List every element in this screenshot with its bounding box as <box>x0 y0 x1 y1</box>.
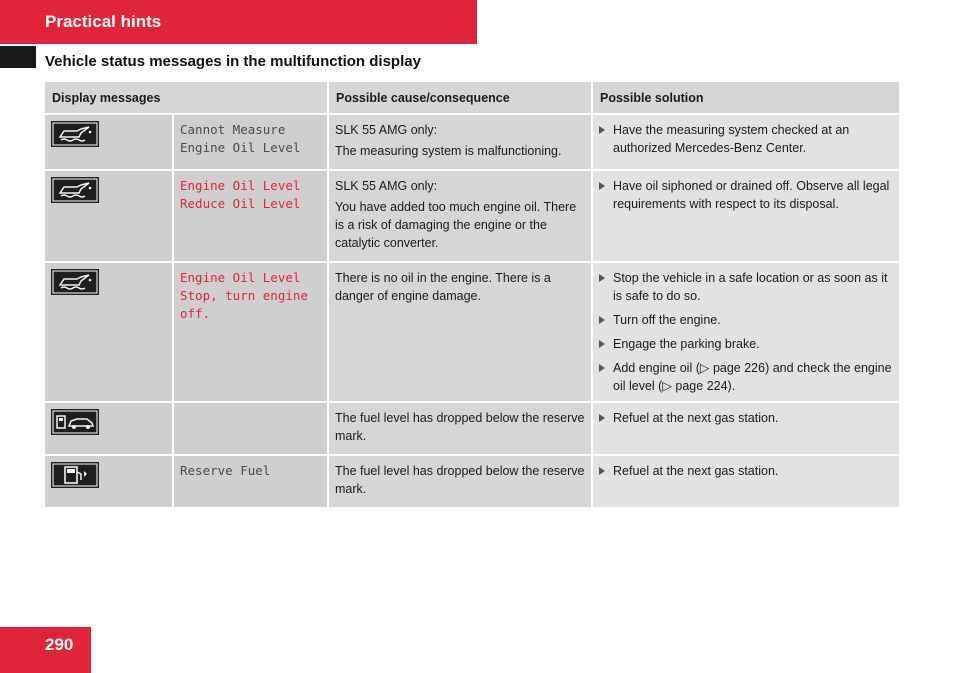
page-title: Vehicle status messages in the multifunction display <box>45 53 421 70</box>
bullet-arrow-icon <box>599 340 605 348</box>
icon-cell <box>45 170 173 262</box>
cause-text: SLK 55 AMG only: <box>335 123 438 137</box>
cause-text: The fuel level has dropped below the reserve mark. <box>335 464 585 496</box>
bullet-arrow-icon <box>599 274 605 282</box>
section-header-bar <box>0 0 477 44</box>
solution-cell <box>592 262 899 402</box>
cause-cell <box>328 262 592 402</box>
cause-text: There is no oil in the engine. There is a danger of engine damage. <box>335 271 551 303</box>
header-possible-solution: Possible solution <box>592 82 899 114</box>
section-header-title: Practical hints <box>45 12 162 31</box>
bullet-arrow-icon <box>599 126 605 134</box>
icon-cell <box>45 114 173 170</box>
cause-cell <box>328 455 592 508</box>
fuel-pump-car-icon <box>51 409 99 435</box>
display-message-line: Engine Oil Level <box>180 178 301 193</box>
display-message-cell <box>173 262 328 402</box>
display-message-cell <box>173 170 328 262</box>
display-message-cell <box>173 114 328 170</box>
oil-can-icon <box>51 121 99 147</box>
page-number: 290 <box>45 635 74 654</box>
table-row <box>45 402 899 455</box>
cause-text: The fuel level has dropped below the reserve mark. <box>335 411 585 443</box>
cause-text: You have added too much engine oil. There is a risk of damaging the engine or the catalytic converter. <box>335 200 577 250</box>
header-display-messages: Display messages <box>45 82 328 114</box>
fuel-pump-icon <box>51 462 99 488</box>
header-possible-cause: Possible cause/consequence <box>328 82 592 114</box>
solution-cell <box>592 170 899 262</box>
icon-cell <box>45 262 173 402</box>
bullet-arrow-icon <box>599 182 605 190</box>
solution-item <box>599 359 893 395</box>
table-header-row <box>45 82 899 114</box>
display-message-line: off. <box>180 306 211 321</box>
solution-text: Refuel at the next gas station. <box>613 411 779 425</box>
display-message-line: Cannot Measure <box>180 122 286 137</box>
bullet-arrow-icon <box>599 316 605 324</box>
solution-cell <box>592 402 899 455</box>
table-row <box>45 455 899 508</box>
solution-text: Stop the vehicle in a safe location or as soon as it is safe to do so. <box>613 271 888 303</box>
page-number-box <box>0 627 91 673</box>
solution-text: Refuel at the next gas station. <box>613 464 779 478</box>
cause-cell <box>328 402 592 455</box>
solution-text: Have the measuring system checked at an authorized Mercedes-Benz Center. <box>613 123 850 155</box>
solution-text: Turn off the engine. <box>613 313 721 327</box>
display-message-line: Reserve Fuel <box>180 463 271 478</box>
table-row <box>45 262 899 402</box>
bullet-arrow-icon <box>599 414 605 422</box>
table-row <box>45 170 899 262</box>
cause-text: SLK 55 AMG only: <box>335 179 438 193</box>
status-messages-table <box>45 82 899 509</box>
oil-can-icon <box>51 269 99 295</box>
table-row <box>45 114 899 170</box>
cause-text: The measuring system is malfunctioning. <box>335 144 562 158</box>
solution-text: Engage the parking brake. <box>613 337 760 351</box>
solution-cell <box>592 455 899 508</box>
display-message-line: Reduce Oil Level <box>180 196 301 211</box>
solution-item <box>599 409 893 427</box>
solution-item <box>599 311 893 329</box>
solution-item <box>599 177 893 213</box>
icon-cell <box>45 402 173 455</box>
side-tab-marker <box>0 46 36 68</box>
oil-can-icon <box>51 177 99 203</box>
solution-item <box>599 269 893 305</box>
solution-item <box>599 121 893 157</box>
solution-text: Add engine oil (▷ page 226) and check the engine oil level (▷ page 224). <box>613 361 892 393</box>
solution-item <box>599 335 893 353</box>
solution-cell <box>592 114 899 170</box>
display-message-cell <box>173 402 328 455</box>
display-message-line: Stop, turn engine <box>180 288 308 303</box>
cause-cell <box>328 170 592 262</box>
display-message-line: Engine Oil Level <box>180 270 301 285</box>
bullet-arrow-icon <box>599 364 605 372</box>
bullet-arrow-icon <box>599 467 605 475</box>
icon-cell <box>45 455 173 508</box>
cause-cell <box>328 114 592 170</box>
display-message-cell <box>173 455 328 508</box>
solution-item <box>599 462 893 480</box>
solution-text: Have oil siphoned or drained off. Observe all legal requirements with respect to its disposal. <box>613 179 890 211</box>
display-message-line: Engine Oil Level <box>180 140 301 155</box>
